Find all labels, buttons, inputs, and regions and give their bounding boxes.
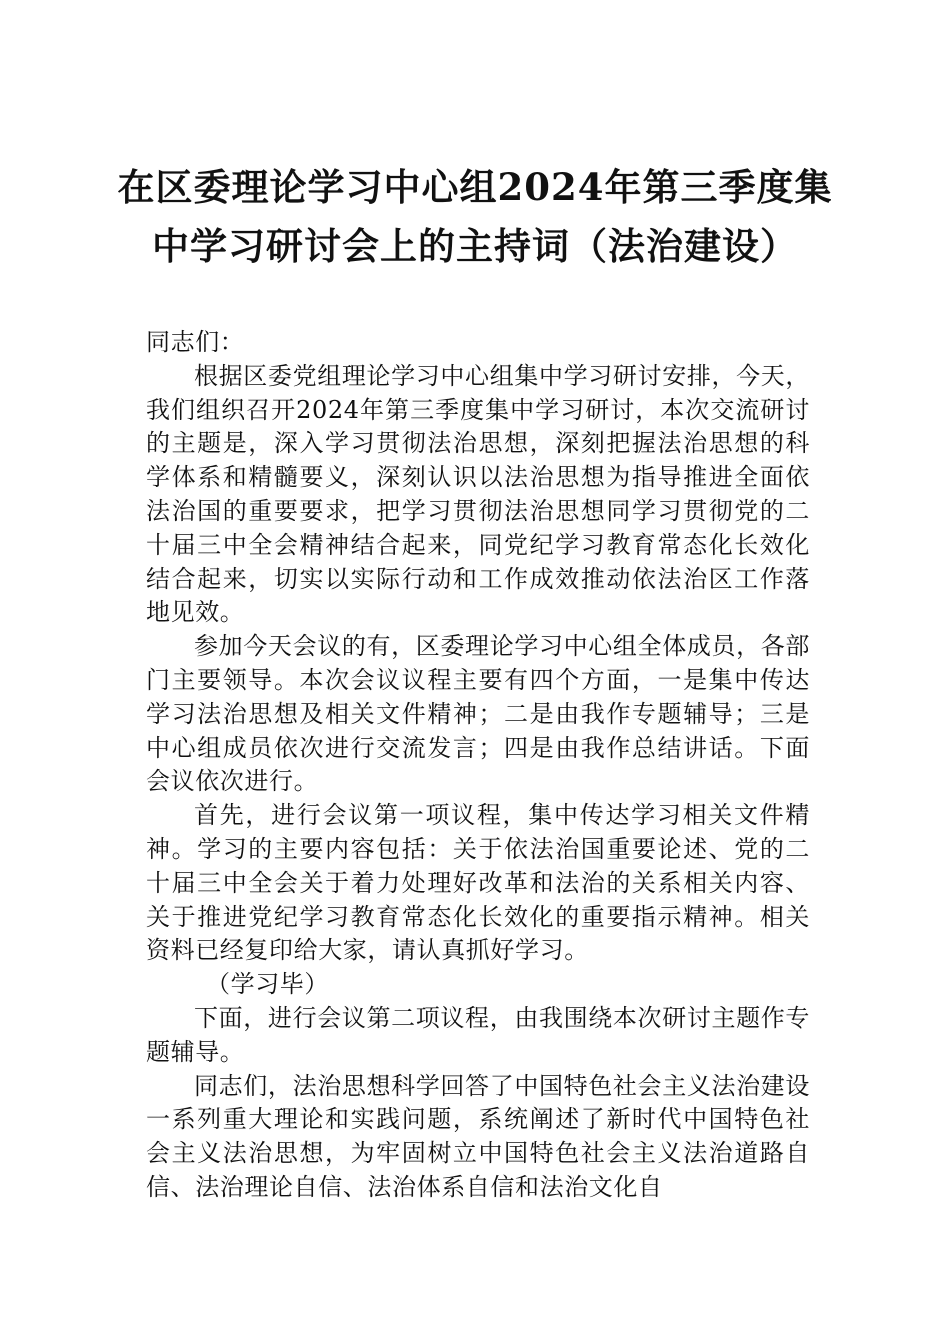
document-title <box>0 158 950 276</box>
title-line-2: 中学习研讨会上的主持词（法治建设） <box>152 224 798 268</box>
document-body <box>146 326 810 1205</box>
body-paragraph: 首先，进行会议第一项议程，集中传达学习相关文件精神。学习的主要内容包括：关于依法治国重要论述、党的二十届三中全会关于着力处理好改革和法治的关系相关内容、关于推进党纪学习教育常态化长效化的重要指示精神。相关资料已经复印给大家，请认真抓好学习。 <box>146 801 810 965</box>
title-line-1: 在区委理论学习中心组2024年第三季度集 <box>117 165 833 209</box>
stage-note: （学习毕） <box>206 970 329 999</box>
salutation: 同志们： <box>146 328 245 356</box>
body-paragraph: 下面，进行会议第二项议程，由我围绕本次研讨主题作专题辅导。 <box>146 1003 810 1066</box>
body-paragraph: 根据区委党组理论学习中心组集中学习研讨安排，今天，我们组织召开2024年第三季度集中学习研讨，本次交流研讨的主题是，深入学习贯彻法治思想，深刻把握法治思想的科学体系和精髓要义，深刻认识以法治思想为指导推进全面依法治国的重要要求，把学习贯彻法治思想同学习贯彻党的二十届三中全会精神结合起来，同党纪学习教育常态化长效化结合起来，切实以实际行动和工作成效推动依法治区工作落地见效。 <box>146 361 810 627</box>
body-paragraph: 同志们，法治思想科学回答了中国特色社会主义法治建设一系列重大理论和实践问题，系统阐述了新时代中国特色社会主义法治思想，为牢固树立中国特色社会主义法治道路自信、法治理论自信、法治体系自信和法治文化自 <box>146 1071 810 1201</box>
body-paragraph: 参加今天会议的有，区委理论学习中心组全体成员，各部门主要领导。本次会议议程主要有四个方面，一是集中传达学习法治思想及相关文件精神；二是由我作专题辅导；三是中心组成员依次进行交流发言；四是由我作总结讲话。下面会议依次进行。 <box>146 632 810 796</box>
